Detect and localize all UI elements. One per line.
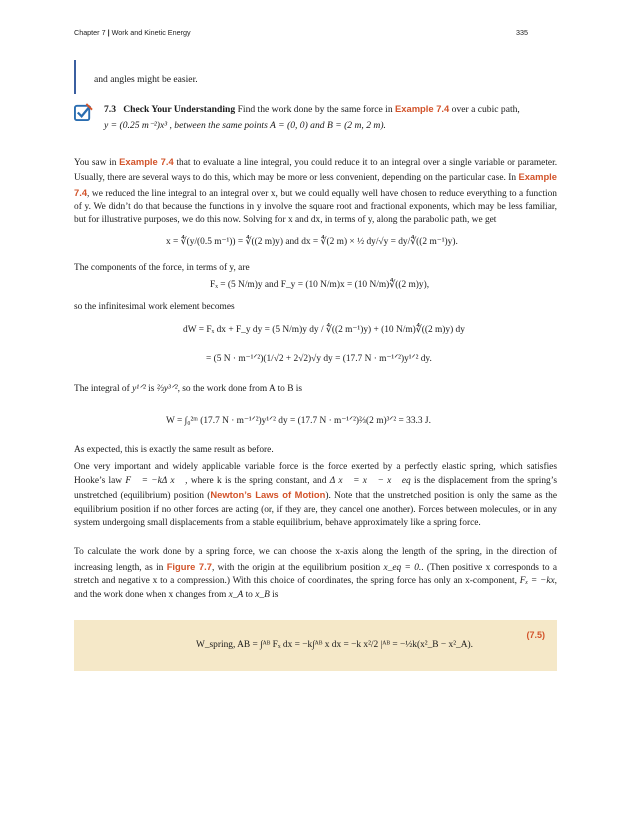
paragraph-1: You saw in Example 7.4 that to evaluate a line integral, you could reduce it to an integral over a single variable or parameter. Usually, there are several ways to do this, which may be more or less convenient, depending on the particular case. In Example 7.4, we reduced the line integral to an integral over x, but we could equally well have chosen to reduce everything to a function of y. We didn’t do that because the functions in y involve the square root and fractional exponents, which may be less familiar, but for illustrative purposes, we do this now. Solving for x and dx, in terms of y, along the parabolic path, we get bbox=[74, 156, 558, 226]
integral-result: ⅔y³ᐟ² bbox=[156, 384, 178, 394]
displacement-equation: Δ x⃗ = x⃗ − x⃗ eq bbox=[329, 475, 411, 486]
equation-spring-work: W_spring, AB = ∫ᴬᴮ Fₓ dx = −k∫ᴬᴮ x dx = −k x²/2 |ᴬᴮ = −½k(x²_B − x²_A). bbox=[196, 640, 473, 650]
continuation-text: and angles might be easier. bbox=[94, 74, 198, 85]
equation-force-components: Fₓ = (5 N/m)y and F_y = (10 N/m)x = (10 N/m)∜((2 m)y), bbox=[210, 280, 430, 290]
page-header bbox=[74, 28, 528, 37]
equation-box-7-5 bbox=[74, 620, 557, 671]
integrand: y¹ᐟ² bbox=[132, 384, 146, 394]
paragraph-5: As expected, this is exactly the same result as before. bbox=[74, 445, 274, 455]
check-understanding-icon bbox=[74, 103, 93, 122]
chapter-title: Chapter 7 | Work and Kinetic Energy bbox=[74, 28, 191, 37]
paragraph-4: The integral of y¹ᐟ² is ⅔y³ᐟ², so the work done from A to B is bbox=[74, 384, 303, 394]
paragraph-2: The components of the force, in terms of y, are bbox=[74, 263, 250, 273]
link-example-7-4[interactable]: Example 7.4 bbox=[74, 171, 557, 198]
check-number: 7.3 bbox=[104, 104, 116, 115]
equation-dw-2: = (5 N · m⁻¹ᐟ²)(1/√2 + 2√2)√y dy = (17.7 N · m⁻¹ᐟ²)y¹ᐟ² dy. bbox=[206, 354, 432, 364]
equation-work: W = ∫₀²ᵐ (17.7 N · m⁻¹ᐟ²)y¹ᐟ² dy = (17.7 N · m⁻¹ᐟ²)⅔(2 m)³ᐟ² = 33.3 J. bbox=[166, 416, 431, 426]
equation-x-dx: x = ∜(y/(0.5 m⁻¹)) = ∜((2 m)y) and dx = ∜(2 m) × ½ dy/√y = dy/∜((2 m⁻¹)y). bbox=[166, 237, 458, 247]
position-a: x_A bbox=[228, 589, 244, 600]
paragraph-7: To calculate the work done by a spring force, we can choose the x-axis along the length of the spring, in the direction of increasing length, as in Figure 7.7, with the origin at the equilibrium position x_eq = 0.. (Then positive x corresponds to a stretch and negative x to a compression.) With this choice of coordinates, the spring force has only an x-component, Fₓ = −kx, and the work done when x changes from x_A to x_B is bbox=[74, 547, 558, 600]
continuation-bar bbox=[74, 60, 76, 94]
hooke-law-equation: F⃗ = −kΔ x⃗ , bbox=[125, 475, 188, 486]
paragraph-3: so the infinitesimal work element becomes bbox=[74, 302, 235, 312]
link-example-7-4[interactable]: Example 7.4 bbox=[395, 103, 450, 114]
equilibrium-equation: x_eq = 0. bbox=[383, 562, 422, 573]
page-number: 335 bbox=[516, 28, 528, 37]
check-understanding: 7.3 Check Your Understanding Find the work done by the same force in Example 7.4 over a cubic path, y = (0.25 m⁻²)x³ , between the same points A = (0, 0) and B = (2 m, 2 m). bbox=[104, 101, 559, 134]
link-newtons-laws[interactable]: Newton’s Laws of Motion bbox=[210, 489, 326, 501]
check-equation: y = (0.25 m⁻²)x³ , between the same points A = (0, 0) and B = (2 m, 2 m). bbox=[104, 120, 386, 131]
check-heading: Check Your Understanding bbox=[123, 104, 236, 115]
link-figure-7-7[interactable]: Figure 7.7 bbox=[166, 560, 212, 572]
equation-dw-1: dW = Fₓ dx + F_y dy = (5 N/m)y dy / ∜((2 m⁻¹)y) + (10 N/m)∜((2 m)y) dy bbox=[183, 325, 465, 335]
paragraph-6: One very important and widely applicable variable force is the force exerted by a perfectly elastic spring, which satisfies Hooke’s law F⃗ = −kΔ x⃗ , where k is the spring constant, and Δ x⃗ = x⃗ − x⃗ eq is the displacement from the spring’s unstretched (equilibrium) position (Newton’s Laws of Motion). Note that the unstretched position is only the same as the equilibrium position if no other forces are acting (or, if they are, they cancel one another). Forces between molecules, or in any system undergoing small displacements from a stable equilibrium, behave approximately like a spring force. bbox=[74, 462, 557, 529]
position-b: x_B bbox=[255, 589, 270, 600]
link-example-7-4[interactable]: Example 7.4 bbox=[119, 156, 174, 167]
equation-number: (7.5) bbox=[526, 630, 545, 640]
spring-force-equation: Fₓ = −kx bbox=[519, 576, 555, 587]
